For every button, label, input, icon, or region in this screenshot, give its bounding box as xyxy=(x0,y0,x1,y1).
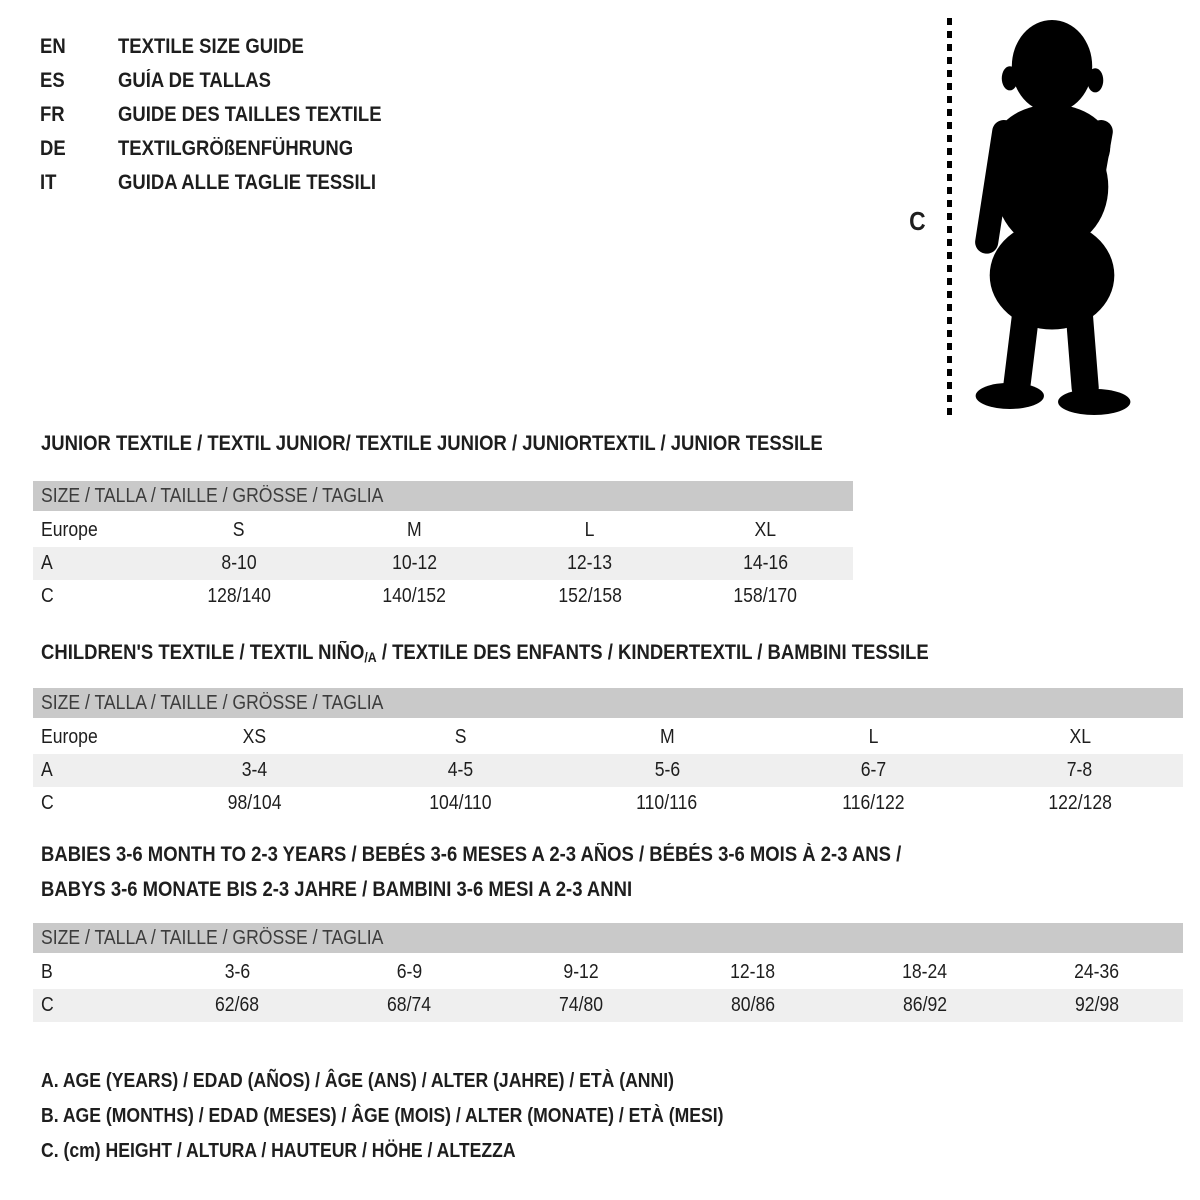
size-value-cell: 110/116 xyxy=(636,792,698,814)
size-value-cell: 158/170 xyxy=(733,585,798,607)
size-value-cell: 9-12 xyxy=(563,961,599,983)
size-value-cell: 7-8 xyxy=(1067,759,1093,781)
size-value-cell: S xyxy=(232,519,245,541)
size-value-cell: 3-6 xyxy=(224,961,250,983)
table-row xyxy=(33,754,1183,787)
height-measure-dashed-line xyxy=(947,18,952,418)
size-value-cell: 3-4 xyxy=(241,759,267,781)
table-row xyxy=(33,547,853,580)
row-label-cell: Europe xyxy=(41,519,98,541)
language-row xyxy=(40,64,417,98)
babies-section-title-line2: BABYS 3-6 MONATE BIS 2-3 JAHRE / BAMBINI 3-6 MESI A 2-3 ANNI xyxy=(41,878,633,901)
size-value-cell: 4-5 xyxy=(447,759,474,781)
size-value-cell: S xyxy=(454,726,467,748)
size-value-cell: 8-10 xyxy=(221,552,257,574)
size-value-cell: 86/92 xyxy=(902,994,948,1016)
size-header-bar: SIZE / TALLA / TAILLE / GRÖSSE / TAGLIA xyxy=(33,688,1183,718)
row-label-cell: A xyxy=(41,759,53,781)
language-row xyxy=(40,132,417,166)
size-value-cell: 10-12 xyxy=(391,552,437,574)
size-value-cell: 74/80 xyxy=(558,994,604,1016)
table-row xyxy=(33,989,1183,1022)
row-label-cell: A xyxy=(41,552,53,574)
size-value-cell: 68/74 xyxy=(386,994,432,1016)
row-label-cell: C xyxy=(41,792,54,814)
size-value-cell: XL xyxy=(754,519,777,541)
row-label-cell: C xyxy=(41,585,54,607)
size-value-cell: 18-24 xyxy=(902,961,948,983)
legend-line-a: A. AGE (YEARS) / EDAD (AÑOS) / ÂGE (ANS) / ALTER (JAHRE) / ETÀ (ANNI) xyxy=(41,1070,674,1092)
size-value-cell: 128/140 xyxy=(206,585,271,607)
row-label-cell: B xyxy=(41,961,53,983)
table-row xyxy=(33,787,1183,820)
size-value-cell: 140/152 xyxy=(382,585,447,607)
size-value-cell: L xyxy=(868,726,879,748)
table-row xyxy=(33,580,853,613)
size-value-cell: 98/104 xyxy=(227,792,282,814)
language-row xyxy=(40,166,417,200)
subscript-a: /A xyxy=(364,649,377,665)
language-label: GUIDE DES TAILLES TEXTILE xyxy=(118,103,382,126)
table-row xyxy=(33,721,1183,754)
language-code: ES xyxy=(40,69,65,92)
measure-label-c: C xyxy=(909,206,926,236)
size-value-cell: M xyxy=(659,726,675,748)
size-value-cell: XL xyxy=(1069,726,1091,748)
size-value-cell: 5-6 xyxy=(654,759,680,781)
language-label: GUÍA DE TALLAS xyxy=(118,69,271,92)
language-list xyxy=(40,30,417,200)
row-label-cell: Europe xyxy=(41,726,98,748)
babies-section-title-line1: BABIES 3-6 MONTH TO 2-3 YEARS / BEBÉS 3-6 MESES A 2-3 AÑOS / BÉBÉS 3-6 MOIS À 2-3 ANS / xyxy=(41,843,902,866)
language-code: IT xyxy=(40,171,57,194)
table-row xyxy=(33,956,1183,989)
language-code: FR xyxy=(40,103,65,126)
row-label-cell: C xyxy=(41,994,54,1016)
language-label: GUIDA ALLE TAGLIE TESSILI xyxy=(118,171,377,194)
size-value-cell: 116/122 xyxy=(842,792,905,814)
size-value-cell: M xyxy=(406,519,422,541)
babies-size-table xyxy=(33,923,1183,1022)
size-header-bar: SIZE / TALLA / TAILLE / GRÖSSE / TAGLIA xyxy=(33,923,1183,953)
size-value-cell: 6-9 xyxy=(396,961,422,983)
junior-section-title: JUNIOR TEXTILE / TEXTIL JUNIOR/ TEXTILE JUNIOR / JUNIORTEXTIL / JUNIOR TESSILE xyxy=(41,432,823,455)
language-code: EN xyxy=(40,35,66,58)
size-value-cell: 122/128 xyxy=(1047,792,1112,814)
size-value-cell: 80/86 xyxy=(730,994,776,1016)
size-value-cell: 152/158 xyxy=(557,585,622,607)
table-row xyxy=(33,514,853,547)
size-header-bar: SIZE / TALLA / TAILLE / GRÖSSE / TAGLIA xyxy=(33,481,853,511)
size-value-cell: 104/110 xyxy=(429,792,492,814)
language-row xyxy=(40,30,417,64)
size-value-cell: 92/98 xyxy=(1074,994,1120,1016)
language-label: TEXTILGRÖßENFÜHRUNG xyxy=(118,137,354,160)
size-value-cell: 62/68 xyxy=(214,994,260,1016)
size-value-cell: 12-13 xyxy=(567,552,613,574)
size-value-cell: 14-16 xyxy=(742,552,788,574)
size-value-cell: XS xyxy=(242,726,266,748)
legend-line-b: B. AGE (MONTHS) / EDAD (MESES) / ÂGE (MOIS) / ALTER (MONATE) / ETÀ (MESI) xyxy=(41,1105,724,1127)
junior-size-table xyxy=(33,481,853,613)
language-label: TEXTILE SIZE GUIDE xyxy=(118,35,304,58)
size-value-cell: L xyxy=(584,519,595,541)
legend-line-c: C. (cm) HEIGHT / ALTURA / HAUTEUR / HÖHE / ALTEZZA xyxy=(41,1140,516,1162)
children-size-table xyxy=(33,688,1183,820)
children-section-title: CHILDREN'S TEXTILE / TEXTIL $NIÑO_{/A}$ / TEXTILE DES ENFANTS / KINDERTEXTIL / BAMBINI TESSILE xyxy=(41,641,929,665)
size-value-cell: 12-18 xyxy=(730,961,776,983)
measure-legend xyxy=(41,1064,817,1169)
language-row xyxy=(40,98,417,132)
size-value-cell: 6-7 xyxy=(860,759,887,781)
language-code: DE xyxy=(40,137,66,160)
toddler-silhouette-icon xyxy=(962,16,1138,420)
size-value-cell: 24-36 xyxy=(1074,961,1120,983)
